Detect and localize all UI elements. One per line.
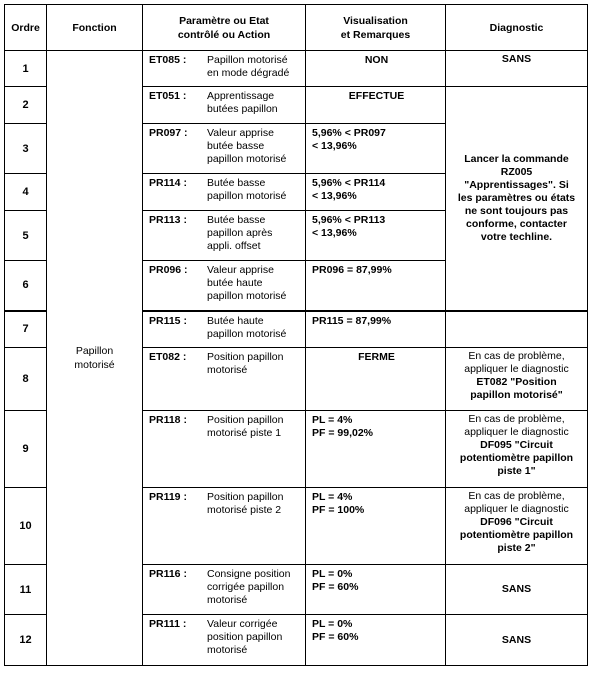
label-line: en mode dégradé xyxy=(207,67,290,79)
label-line: Valeur corrigée xyxy=(207,618,278,630)
label-line: Position papillon xyxy=(207,351,284,363)
fonction-line: motorisé xyxy=(74,359,115,371)
diagnostic-merged-cell xyxy=(446,87,588,311)
ordre-cell: 1 xyxy=(5,51,47,87)
label-line: butée haute xyxy=(207,277,263,289)
parametre-label xyxy=(207,351,301,377)
parametre-cell xyxy=(143,124,306,174)
label-line: papillon après xyxy=(207,227,273,239)
vis-line: PF = 99,02% xyxy=(312,427,373,439)
vis-line: PF = 60% xyxy=(312,581,359,593)
parametre-label xyxy=(207,491,301,517)
parametre-code: PR111 : xyxy=(149,618,187,630)
diagnostic-cell-empty xyxy=(446,311,588,348)
diag-line: En cas de problème, xyxy=(468,413,565,425)
visualisation-cell xyxy=(306,211,446,261)
ordre-cell: 2 xyxy=(5,87,47,124)
label-line: Position papillon xyxy=(207,414,284,426)
parametre-code: PR115 : xyxy=(149,314,187,327)
vis-line: PR115 = 87,99% xyxy=(312,314,392,327)
diagnostic-cell: SANS xyxy=(446,615,588,666)
vis-line: PL = 0% xyxy=(312,618,353,630)
diag-line: appliquer le diagnostic xyxy=(464,503,569,515)
parametre-code: PR118 : xyxy=(149,414,187,426)
parametre-code: ET085 : xyxy=(149,54,187,66)
header-visualisation xyxy=(306,5,446,51)
vis-line: PL = 4% xyxy=(312,414,353,426)
header-visualisation-line: et Remarques xyxy=(340,28,411,41)
label-line: Butée basse xyxy=(207,214,266,226)
ordre-cell: 9 xyxy=(5,411,47,488)
ordre-cell: 12 xyxy=(5,615,47,666)
diag-line: appliquer le diagnostic xyxy=(464,363,569,375)
diag-line: potentiomètre papillon xyxy=(459,529,574,541)
label-line: corrigée papillon xyxy=(207,581,285,593)
diagnostic-cell xyxy=(446,411,588,488)
parametre-cell xyxy=(143,261,306,311)
vis-line: PR096 = 87,99% xyxy=(312,264,392,276)
diag-line: conforme, contacter xyxy=(466,217,567,230)
label-line: motorisé piste 2 xyxy=(207,504,282,516)
parametre-label xyxy=(207,177,301,203)
header-ordre: Ordre xyxy=(5,5,47,51)
visualisation-cell xyxy=(306,411,446,488)
diag-line: appliquer le diagnostic xyxy=(464,426,569,438)
diag-line: En cas de problème, xyxy=(468,350,565,362)
label-line: papillon motorisé xyxy=(207,153,287,165)
visualisation-cell xyxy=(306,51,446,87)
parametre-code: PR113 : xyxy=(149,214,187,226)
label-line: papillon motorisé xyxy=(207,190,287,202)
table-row xyxy=(5,51,588,87)
parametre-code: PR097 : xyxy=(149,127,188,139)
label-line: papillon motorisé xyxy=(207,290,287,302)
parametre-cell xyxy=(143,348,306,411)
visualisation-cell xyxy=(306,488,446,565)
diag-line: piste 2" xyxy=(497,542,536,554)
vis-line: < 13,96% xyxy=(312,227,357,239)
vis-line: PF = 60% xyxy=(312,631,359,643)
visualisation-cell xyxy=(306,348,446,411)
ordre-cell: 10 xyxy=(5,488,47,565)
label-line: butées papillon xyxy=(207,103,278,115)
vis-line: 5,96% < PR097 xyxy=(312,127,386,139)
parametre-label xyxy=(207,214,301,253)
parametre-cell xyxy=(143,51,306,87)
vis-line: 5,96% < PR113 xyxy=(312,214,386,226)
vis-line: EFFECTUE xyxy=(348,90,405,102)
visualisation-cell xyxy=(306,311,446,348)
parametre-label xyxy=(207,264,301,303)
visualisation-cell xyxy=(306,87,446,124)
diag-line: RZ005 xyxy=(500,165,533,178)
diagnostic-table xyxy=(4,4,588,666)
vis-line: FERME xyxy=(358,351,395,363)
visualisation-cell xyxy=(306,565,446,615)
visualisation-cell xyxy=(306,174,446,211)
ordre-cell: 8 xyxy=(5,348,47,411)
parametre-label xyxy=(207,90,301,116)
label-line: motorisé xyxy=(207,644,248,656)
diagnostic-cell: SANS xyxy=(446,565,588,615)
vis-line: PL = 4% xyxy=(312,491,353,503)
parametre-label xyxy=(207,618,301,657)
parametre-label xyxy=(207,54,301,80)
label-line: papillon motorisé xyxy=(207,327,287,340)
diag-line: votre techline. xyxy=(480,230,553,243)
label-line: Papillon motorisé xyxy=(207,54,288,66)
label-line: Butée basse xyxy=(207,177,266,189)
parametre-code: PR116 : xyxy=(149,568,187,580)
vis-line: PL = 0% xyxy=(312,568,353,580)
visualisation-cell xyxy=(306,261,446,311)
label-line: Valeur apprise xyxy=(207,264,274,276)
fonction-cell xyxy=(47,51,143,666)
parametre-cell xyxy=(143,488,306,565)
diag-line: "Apprentissages". Si xyxy=(464,178,569,191)
fonction-line: Papillon xyxy=(75,345,114,357)
parametre-cell xyxy=(143,615,306,666)
diag-line: papillon motorisé" xyxy=(470,389,563,401)
diagnostic-cell xyxy=(446,488,588,565)
header-visualisation-line: Visualisation xyxy=(343,14,408,27)
visualisation-cell xyxy=(306,124,446,174)
label-line: motorisé xyxy=(207,364,248,376)
label-line: Apprentissage xyxy=(207,90,275,102)
ordre-cell: 11 xyxy=(5,565,47,615)
vis-line: NON xyxy=(364,54,389,66)
diag-line: potentiomètre papillon xyxy=(459,452,574,464)
header-diagnostic: Diagnostic xyxy=(446,5,588,51)
vis-line: 5,96% < PR114 xyxy=(312,177,386,189)
parametre-cell xyxy=(143,565,306,615)
label-line: motorisé xyxy=(207,594,248,606)
parametre-code: PR114 : xyxy=(149,177,187,189)
parametre-label xyxy=(207,568,301,607)
parametre-cell xyxy=(143,211,306,261)
label-line: Valeur apprise xyxy=(207,127,274,139)
label-line: position papillon xyxy=(207,631,283,643)
diag-line: DF095 "Circuit xyxy=(480,439,553,451)
parametre-cell xyxy=(143,87,306,124)
header-parametre-line: contrôlé ou Action xyxy=(177,28,271,41)
parametre-cell xyxy=(143,174,306,211)
parametre-cell xyxy=(143,411,306,488)
header-parametre-line: Paramètre ou Etat xyxy=(179,14,269,27)
label-line: butée basse xyxy=(207,140,265,152)
diag-line: ET082 "Position xyxy=(476,376,557,388)
visualisation-cell xyxy=(306,615,446,666)
parametre-code: ET051 : xyxy=(149,90,187,102)
label-line: Consigne position xyxy=(207,568,291,580)
vis-line: < 13,96% xyxy=(312,140,357,152)
vis-line: PF = 100% xyxy=(312,504,365,516)
ordre-cell: 5 xyxy=(5,211,47,261)
diagnostic-cell: SANS xyxy=(446,51,588,87)
label-line: Butée haute xyxy=(207,314,264,327)
header-row xyxy=(5,5,588,51)
parametre-cell xyxy=(143,311,306,348)
ordre-cell: 7 xyxy=(5,311,47,348)
diagnostic-cell xyxy=(446,348,588,411)
parametre-code: PR119 : xyxy=(149,491,187,503)
ordre-cell: 4 xyxy=(5,174,47,211)
header-parametre xyxy=(143,5,306,51)
label-line: Position papillon xyxy=(207,491,284,503)
header-fonction: Fonction xyxy=(47,5,143,51)
parametre-label xyxy=(207,315,301,341)
diag-line: DF096 "Circuit xyxy=(480,516,553,528)
ordre-cell: 6 xyxy=(5,261,47,311)
parametre-code: PR096 : xyxy=(149,264,188,276)
parametre-label xyxy=(207,127,301,166)
label-line: appli. offset xyxy=(207,240,261,252)
ordre-cell: 3 xyxy=(5,124,47,174)
label-line: motorisé piste 1 xyxy=(207,427,282,439)
parametre-label xyxy=(207,414,301,440)
diag-line: piste 1" xyxy=(497,465,536,477)
vis-line: < 13,96% xyxy=(312,190,357,202)
diag-line: Lancer la commande xyxy=(464,152,569,165)
diag-line: En cas de problème, xyxy=(468,490,565,502)
diag-line: les paramètres ou états xyxy=(457,191,576,204)
parametre-code: ET082 : xyxy=(149,351,187,363)
diag-line: ne sont toujours pas xyxy=(464,204,569,217)
